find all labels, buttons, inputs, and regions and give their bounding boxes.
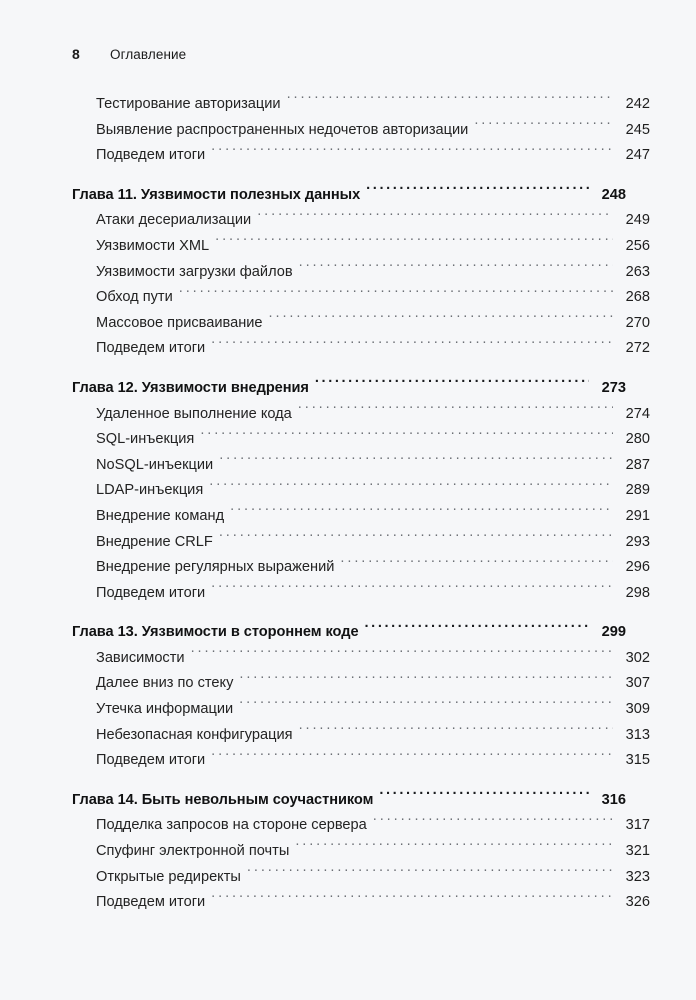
toc-entry-page-number: 317: [625, 817, 650, 834]
toc-dot-leader: [209, 478, 613, 494]
toc-dot-leader: [269, 311, 613, 327]
toc-entry-label: Удаленное выполнение кода: [96, 405, 292, 422]
toc-entry-page-number: 289: [625, 482, 650, 499]
toc-dot-leader: [200, 427, 613, 443]
toc-dot-leader: [230, 504, 613, 520]
toc-dot-leader: [211, 890, 613, 906]
toc-section-entry[interactable]: [72, 453, 650, 479]
toc-entry-label: Подведем итоги: [96, 147, 206, 164]
running-head: [72, 46, 186, 62]
toc-section-entry[interactable]: [72, 555, 650, 581]
running-head-title: Оглавление: [110, 47, 187, 62]
toc-entry-page-number: 256: [625, 237, 650, 254]
toc-dot-leader: [379, 788, 589, 804]
toc-dot-leader: [366, 183, 589, 199]
toc-dot-leader: [299, 260, 613, 276]
toc-section-entry[interactable]: [72, 530, 650, 556]
toc-section-entry[interactable]: [72, 478, 650, 504]
toc-dot-leader: [340, 555, 613, 571]
toc-dot-leader: [211, 336, 613, 352]
toc-dot-leader: [211, 748, 613, 764]
toc-dot-leader: [219, 530, 613, 546]
toc-section-entry[interactable]: [72, 285, 650, 311]
toc-entry-label: Подведем итоги: [96, 584, 206, 601]
toc-entry-label: Глава 11. Уязвимости полезных данных: [72, 186, 361, 203]
toc-entry-page-number: 313: [625, 726, 650, 743]
toc-entry-label: Глава 13. Уязвимости в стороннем коде: [72, 624, 359, 641]
toc-entry-page-number: 268: [625, 289, 650, 306]
toc-dot-leader: [373, 813, 613, 829]
toc-entry-page-number: 248: [601, 186, 626, 203]
toc-dot-leader: [247, 865, 613, 881]
toc-dot-leader: [219, 453, 613, 469]
toc-dot-leader: [295, 839, 613, 855]
toc-entry-page-number: 299: [601, 624, 626, 641]
toc-entry-page-number: 291: [625, 507, 650, 524]
toc-section-entry[interactable]: [72, 234, 650, 260]
toc-section-entry[interactable]: [72, 118, 650, 144]
toc-entry-label: Далее вниз по стеку: [96, 675, 234, 692]
toc-group: [72, 92, 650, 169]
toc-section-entry[interactable]: [72, 723, 650, 749]
toc-dot-leader: [211, 143, 613, 159]
toc-section-entry[interactable]: [72, 336, 650, 362]
toc-entry-page-number: 247: [625, 147, 650, 164]
toc-entry-label: NoSQL-инъекции: [96, 456, 214, 473]
toc-group: [72, 788, 650, 916]
toc-entry-label: Глава 14. Быть невольным соучастником: [72, 791, 374, 808]
toc-group: [72, 620, 650, 774]
toc-entry-page-number: 302: [625, 649, 650, 666]
toc-entry-label: Глава 12. Уязвимости внедрения: [72, 379, 309, 396]
toc-dot-leader: [191, 646, 613, 662]
toc-entry-label: Уязвимости загрузки файлов: [96, 263, 293, 280]
toc-entry-label: Уязвимости XML: [96, 237, 210, 254]
toc-entry-label: Внедрение команд: [96, 507, 225, 524]
toc-section-entry[interactable]: [72, 813, 650, 839]
toc-entry-page-number: 323: [625, 868, 650, 885]
toc-section-entry[interactable]: [72, 581, 650, 607]
toc-entry-label: Подведем итоги: [96, 894, 206, 911]
toc-dot-leader: [299, 723, 613, 739]
toc-entry-page-number: 273: [601, 379, 626, 396]
toc-entry-label: Атаки десериализации: [96, 212, 252, 229]
toc-entry-page-number: 280: [625, 431, 650, 448]
table-of-contents: [72, 92, 650, 916]
toc-dot-leader: [215, 234, 613, 250]
toc-entry-page-number: 270: [625, 314, 650, 331]
toc-section-entry[interactable]: [72, 697, 650, 723]
toc-dot-leader: [239, 671, 613, 687]
toc-entry-label: Массовое присваивание: [96, 314, 263, 331]
toc-entry-page-number: 296: [625, 559, 650, 576]
toc-section-entry[interactable]: [72, 208, 650, 234]
toc-entry-label: Подведем итоги: [96, 752, 206, 769]
toc-section-entry[interactable]: [72, 504, 650, 530]
toc-group: [72, 183, 650, 362]
toc-entry-page-number: 263: [625, 263, 650, 280]
toc-section-entry[interactable]: [72, 92, 650, 118]
toc-entry-label: Спуфинг электронной почты: [96, 843, 290, 860]
toc-entry-page-number: 245: [625, 121, 650, 138]
toc-entry-page-number: 242: [625, 96, 650, 112]
toc-entry-label: Внедрение регулярных выражений: [96, 559, 335, 576]
toc-entry-page-number: 326: [625, 894, 650, 911]
toc-entry-page-number: 272: [625, 340, 650, 357]
toc-section-entry[interactable]: [72, 402, 650, 428]
toc-chapter-entry[interactable]: [72, 788, 626, 814]
toc-entry-page-number: 249: [625, 212, 650, 229]
toc-entry-label: Зависимости: [96, 649, 185, 666]
toc-dot-leader: [365, 620, 589, 636]
toc-entry-label: SQL-инъекция: [96, 431, 195, 448]
toc-section-entry[interactable]: [72, 427, 650, 453]
toc-chapter-entry[interactable]: [72, 376, 626, 402]
toc-entry-label: Подведем итоги: [96, 340, 206, 357]
toc-entry-page-number: 307: [625, 675, 650, 692]
toc-entry-page-number: 274: [625, 405, 650, 422]
toc-dot-leader: [298, 402, 613, 418]
toc-entry-label: LDAP-инъекция: [96, 482, 204, 499]
toc-dot-leader: [239, 697, 613, 713]
toc-chapter-entry[interactable]: [72, 620, 626, 646]
toc-section-entry[interactable]: [72, 890, 650, 916]
toc-entry-page-number: 315: [625, 752, 650, 769]
toc-section-entry[interactable]: [72, 748, 650, 774]
toc-group: [72, 376, 650, 606]
toc-section-entry[interactable]: [72, 865, 650, 891]
toc-entry-page-number: 293: [625, 533, 650, 550]
toc-dot-leader: [474, 118, 613, 134]
toc-section-entry[interactable]: [72, 143, 650, 169]
toc-dot-leader: [257, 208, 613, 224]
toc-entry-label: Обход пути: [96, 289, 173, 306]
toc-chapter-entry[interactable]: [72, 183, 626, 209]
toc-entry-page-number: 298: [625, 584, 650, 601]
toc-dot-leader: [287, 92, 613, 108]
toc-entry-label: Небезопасная конфигурация: [96, 726, 293, 743]
toc-section-entry[interactable]: [72, 260, 650, 286]
toc-entry-label: Утечка информации: [96, 701, 234, 718]
toc-dot-leader: [315, 376, 589, 392]
toc-entry-page-number: 309: [625, 701, 650, 718]
toc-entry-page-number: 321: [625, 843, 650, 860]
toc-section-entry[interactable]: [72, 646, 650, 672]
toc-dot-leader: [179, 285, 613, 301]
toc-section-entry[interactable]: [72, 671, 650, 697]
toc-entry-label: Подделка запросов на стороне сервера: [96, 817, 367, 834]
toc-section-entry[interactable]: [72, 839, 650, 865]
toc-section-entry[interactable]: [72, 311, 650, 337]
page-folio-number: 8: [72, 46, 80, 62]
toc-entry-label: Открытые редиректы: [96, 868, 241, 885]
toc-dot-leader: [211, 581, 613, 597]
toc-entry-page-number: 316: [601, 791, 626, 808]
toc-entry-label: Тестирование авторизации: [96, 96, 281, 112]
toc-entry-label: Выявление распространенных недочетов авторизации: [96, 121, 469, 138]
toc-entry-page-number: 287: [625, 456, 650, 473]
toc-entry-label: Внедрение CRLF: [96, 533, 213, 550]
